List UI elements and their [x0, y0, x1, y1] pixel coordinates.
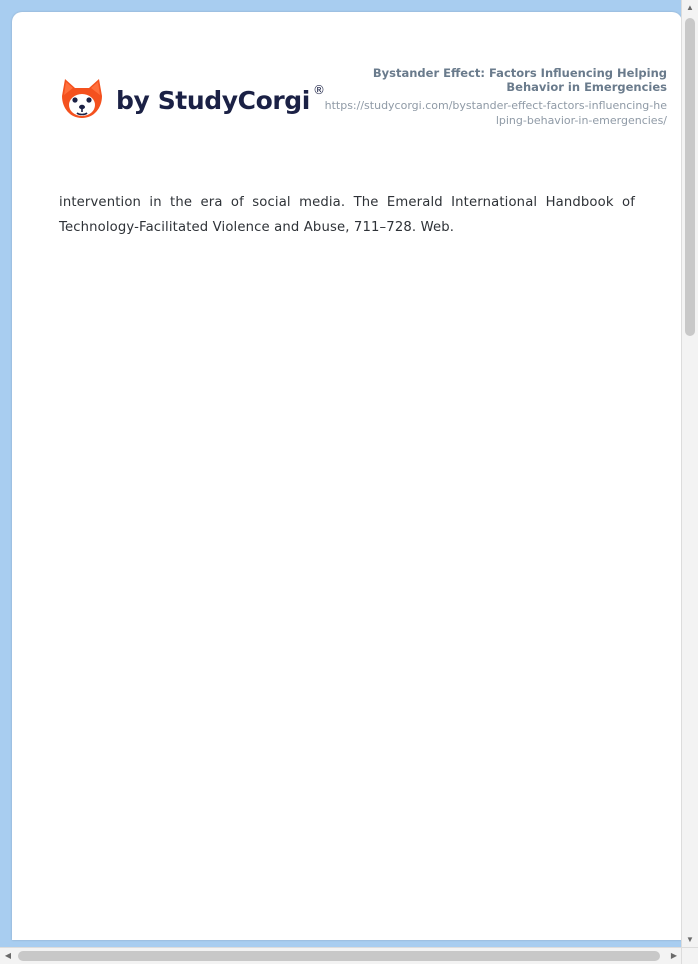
registered-trademark-icon: ® [312, 83, 325, 97]
brand-name: by StudyCorgi [116, 86, 310, 115]
scroll-down-arrow-icon[interactable]: ▼ [682, 932, 698, 948]
horizontal-scrollbar-thumb[interactable] [18, 951, 660, 961]
brand-logo [59, 74, 325, 122]
document-url[interactable]: https://studycorgi.com/bystander-effect-factors-influencing-helping-behavior-in-emergencies/ [324, 98, 667, 127]
document-title: Bystander Effect: Factors Influencing Helping Behavior in Emergencies [372, 66, 667, 95]
vertical-scrollbar[interactable] [681, 0, 698, 948]
scrollbar-corner [681, 947, 698, 964]
scroll-up-arrow-icon[interactable]: ▲ [682, 0, 698, 16]
document-page [12, 12, 682, 940]
corgi-logo-icon [59, 76, 105, 122]
vertical-scrollbar-thumb[interactable] [685, 18, 695, 336]
document-body [59, 178, 635, 253]
scroll-left-arrow-icon[interactable]: ◀ [4, 951, 12, 960]
scroll-right-arrow-icon[interactable]: ▶ [670, 951, 678, 960]
document-meta [322, 66, 667, 128]
horizontal-scrollbar[interactable] [0, 947, 698, 964]
body-paragraph: intervention in the era of social media. The Emerald International Handbook of Technology-Facilitated Violence and Abuse, 711–728. Web. [59, 195, 635, 235]
document-header [12, 12, 682, 162]
